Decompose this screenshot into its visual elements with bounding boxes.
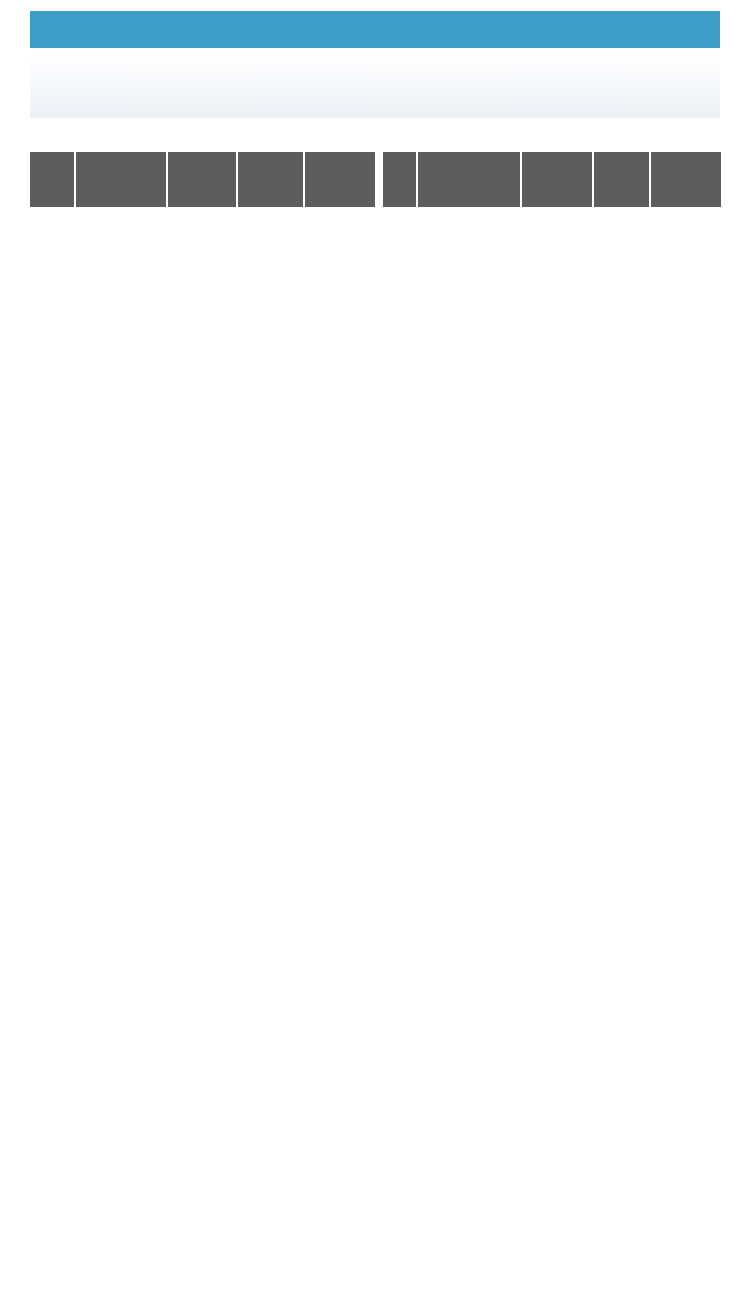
title-panel [30, 50, 720, 118]
table-header [383, 152, 721, 207]
header-price [651, 152, 721, 207]
header-no [30, 152, 76, 207]
top-banner [30, 11, 720, 48]
header-price [305, 152, 375, 207]
header-spec [522, 152, 594, 207]
table-header [30, 152, 375, 207]
header-image [594, 152, 651, 207]
header-name [418, 152, 522, 207]
price-table-right [383, 152, 721, 211]
header-spec [168, 152, 238, 207]
header-name [76, 152, 168, 207]
header-image [238, 152, 305, 207]
header-no [383, 152, 418, 207]
price-table-left [30, 152, 375, 211]
